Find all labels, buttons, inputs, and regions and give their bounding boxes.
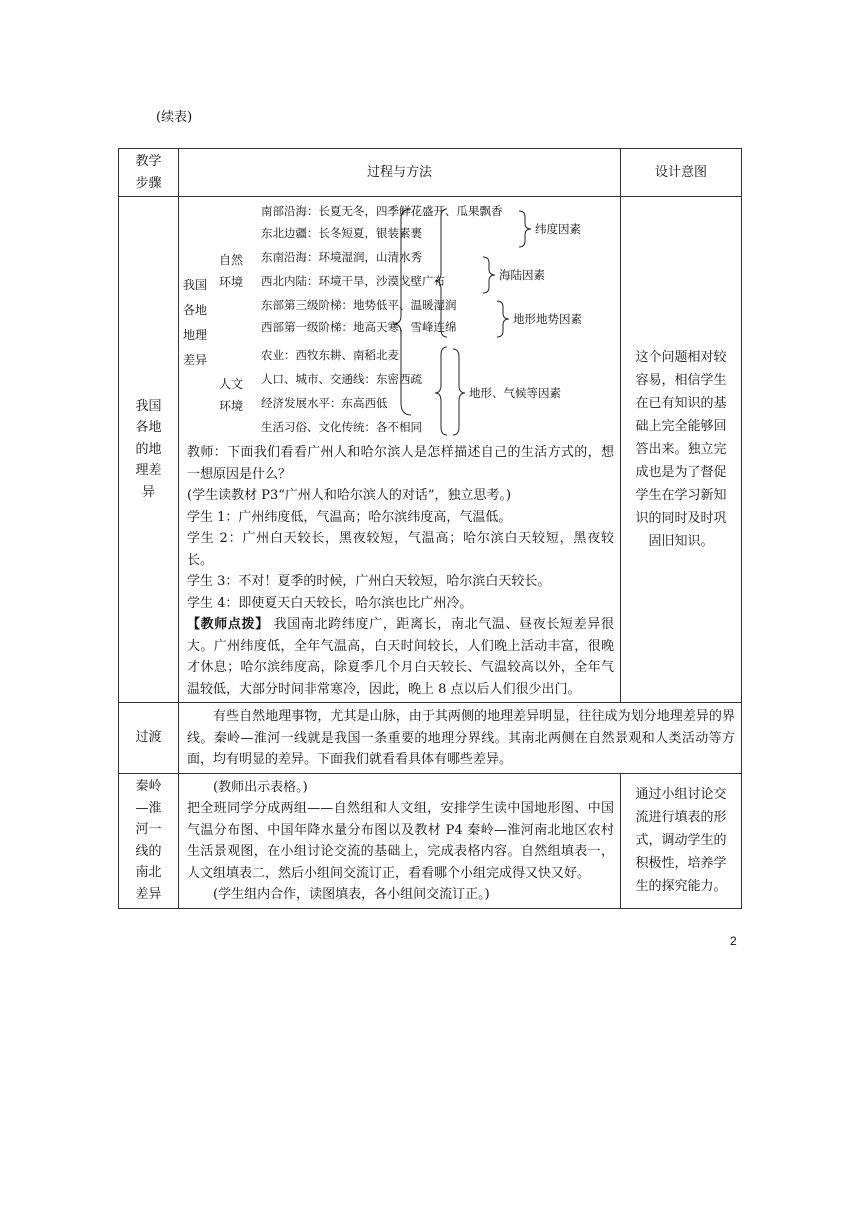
- page-number: 2: [730, 934, 737, 948]
- row3-step: 秦岭—淮河一线的南北差异: [119, 773, 179, 908]
- row3-line-1: (教师出示表格。): [213, 779, 308, 795]
- student-answer-3: 学生 3：不对！夏季的时候，广州白天较短，哈尔滨白天较长。: [187, 574, 551, 589]
- lesson-table: [118, 148, 742, 909]
- student-answer-1: 学生 1：广州纬度低，气温高；哈尔滨纬度高，气温低。: [187, 509, 512, 525]
- natural-item: 东部第三级阶梯：地势低平、温暖湿润: [261, 298, 457, 312]
- row2-process: 有些自然地理事物，尤其是山脉，由于其两侧的地理差异明显，往往成为划分地理差异的界线。秦岭—淮河一线就是我国一条重要的地理分界线。其南北两侧在自然景观和人类活动等方面，均有明显的差异。下面我们就看看具体有哪些差异。: [179, 703, 742, 774]
- natural-item: 西部第一级阶梯：地高天寒，雪峰连绵: [261, 320, 457, 334]
- factor-latitude: 纬度因素: [535, 222, 581, 236]
- row3-line-3: (学生组内合作，读图填表，各小组间交流订正。): [213, 887, 490, 902]
- row1-step: 我国各地的地理差异: [119, 197, 179, 703]
- natural-env-label: 自然环境: [219, 253, 244, 289]
- natural-item: 南部沿海：长夏无冬，四季鲜花盛开、瓜果飘香: [261, 204, 503, 218]
- row3-process: [179, 773, 621, 908]
- header-intent: 设计意图: [621, 149, 742, 197]
- human-item: 人口、城市、交通线：东密西疏: [261, 372, 422, 386]
- tree-root-label: 我国各地地理差异: [183, 278, 208, 367]
- table-row: [119, 197, 742, 703]
- teacher-question: 教师：下面我们看看广州人和哈尔滨人是怎样描述自己的生活方式的，想一想原因是什么？: [187, 445, 614, 482]
- student-task: (学生读教材 P3“广州人和哈尔滨人的对话”，独立思考。): [187, 488, 512, 503]
- human-item: 经济发展水平：东高西低: [261, 396, 388, 410]
- table-row: [119, 703, 742, 774]
- header-step: 教学步骤: [119, 149, 179, 197]
- row1-process: [179, 197, 621, 703]
- human-env-label: 人文环境: [219, 377, 244, 413]
- teacher-tip-text: 我国南北跨纬度广，距离长，南北气温、昼夜长短差异很大。广州纬度低，全年气温高，白天时间较长，人们晚上活动丰富，很晚才休息；哈尔滨纬度高，除夏季几个月白天较长、气温较高以外，全年气温较低，大部分时间非常寒冷，因此，晚上 8 点以后人们很少出门。: [187, 617, 614, 697]
- row2-step: 过渡: [119, 703, 179, 774]
- table-row: [119, 773, 742, 908]
- natural-item: 西北内陆：环境干旱，沙漠戈壁广布: [261, 274, 445, 288]
- factor-land-sea: 海陆因素: [499, 268, 545, 282]
- header-process: 过程与方法: [179, 149, 621, 197]
- row3-line-2: 把全班同学分成两组——自然组和人文组，安排学生读中国地形图、中国气温分布图、中国年降水量分布图以及教材 P4 秦岭—淮河南北地区农村生活景观图，在小组讨论交流的基础上，完成表格内容。自然组填表一，人文组填表二，然后小组间交流订正，看看哪个小组完成得又快又好。: [187, 801, 614, 881]
- difference-tree-diagram: [179, 197, 620, 439]
- student-answer-2: 学生 2：广州白天较长，黑夜较短，气温高；哈尔滨白天较短，黑夜较长。: [187, 531, 614, 568]
- row3-intent: 通过小组讨论交流进行填表的形式，调动学生的积极性，培养学生的探究能力。: [621, 773, 742, 908]
- row1-intent: 这个问题相对较容易，相信学生在已有知识的基础上完全能够回答出来。独立完成也是为了督促学生在学习新知识的同时及时巩固旧知识。: [621, 197, 742, 703]
- continued-label: (续表): [156, 110, 193, 125]
- row3-text: [179, 774, 620, 908]
- human-item: 农业：西牧东耕、南稻北麦: [261, 348, 399, 362]
- natural-item: 东北边疆：长冬短夏，银装素裹: [261, 226, 422, 240]
- factor-terrain: 地形地势因素: [513, 312, 582, 326]
- teacher-tip: [187, 614, 614, 700]
- factor-terrain-climate: 地形、气候等因素: [469, 386, 561, 400]
- student-answer-4: 学生 4：即使夏天白天较长，哈尔滨也比广州冷。: [187, 595, 473, 611]
- row1-discussion: [179, 439, 620, 702]
- teacher-tip-label: 【教师点拨】: [187, 617, 269, 632]
- natural-item: 东南沿海：环境湿润，山清水秀: [261, 250, 422, 264]
- table-header-row: [119, 149, 742, 197]
- human-item: 生活习俗、文化传统：各不相同: [261, 420, 422, 434]
